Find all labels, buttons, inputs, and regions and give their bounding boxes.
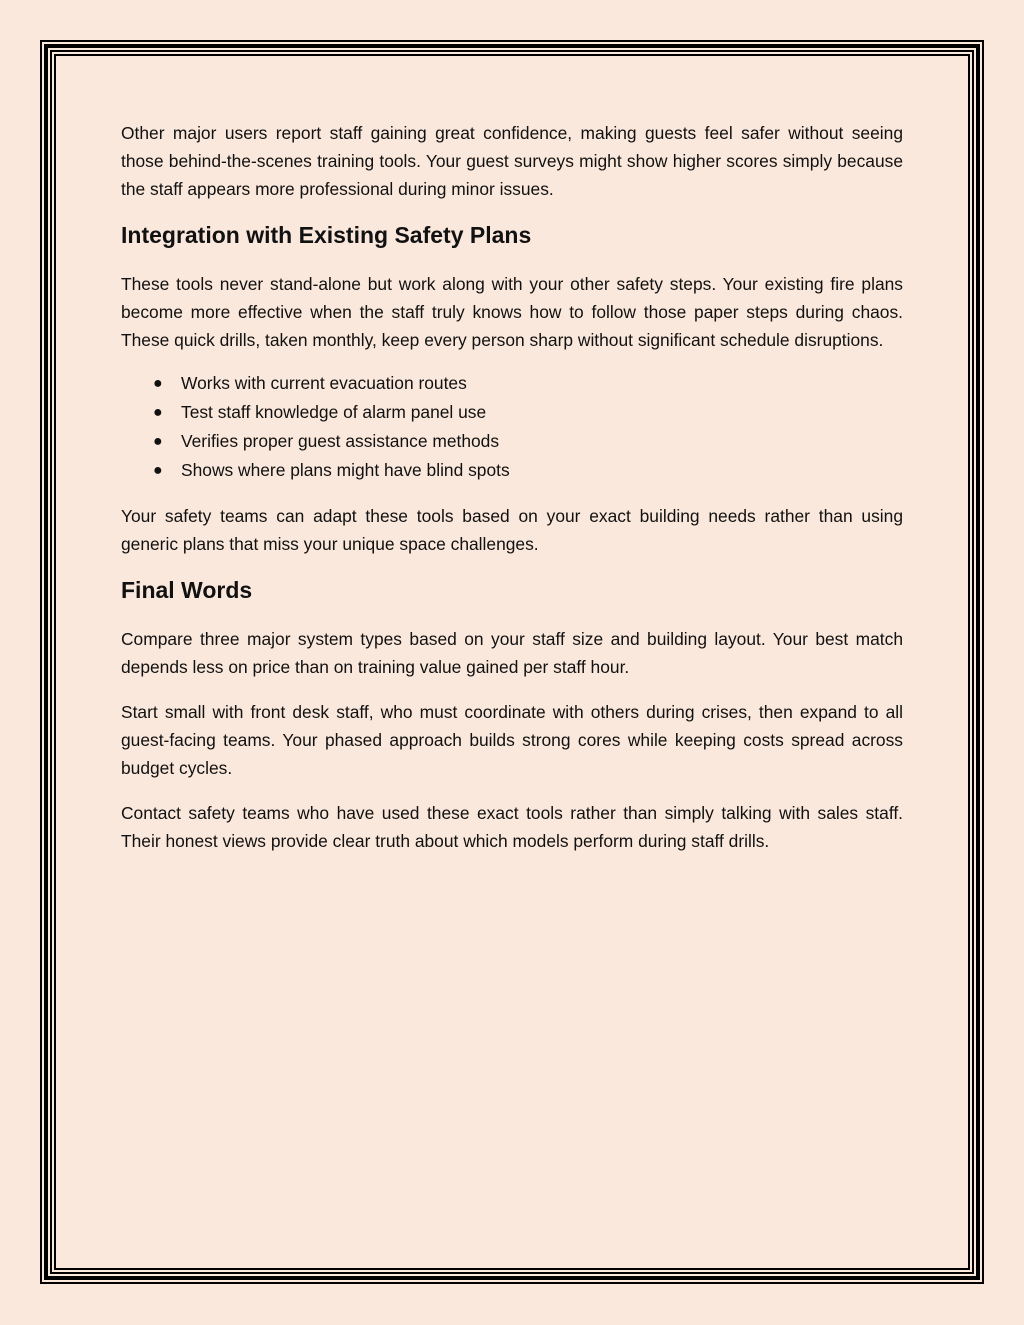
list-item-text: Shows where plans might have blind spots xyxy=(181,460,510,480)
bullet-icon: ● xyxy=(153,433,163,450)
bullet-icon: ● xyxy=(153,404,163,421)
list-item xyxy=(153,398,903,427)
list-item-text: Test staff knowledge of alarm panel use xyxy=(181,402,487,422)
list-item xyxy=(153,369,903,398)
bullet-icon: ● xyxy=(153,375,163,392)
list-item-text: Works with current evacuation routes xyxy=(181,373,467,393)
section-heading-integration: Integration with Existing Safety Plans xyxy=(121,222,532,248)
document-body xyxy=(121,119,903,872)
final-paragraph-1: Compare three major system types based on your staff size and building layout. Your best match depends less on price than on training value gained per staff hour. xyxy=(121,629,903,677)
list-item xyxy=(153,456,903,485)
integration-bullet-list xyxy=(121,369,903,485)
integration-paragraph-1: These tools never stand-alone but work along with your other safety steps. Your existing fire plans become more effective when the staff truly knows how to follow those paper steps during chaos. These quick drills, taken monthly, keep every person sharp without significant schedule disruptions. xyxy=(121,274,903,350)
list-item-text: Verifies proper guest assistance methods xyxy=(181,431,500,451)
list-item xyxy=(153,427,903,456)
bullet-icon: ● xyxy=(153,462,163,479)
final-paragraph-3: Contact safety teams who have used these exact tools rather than simply talking with sales staff. Their honest views provide clear truth about which models perform during staff drills. xyxy=(121,803,903,851)
intro-paragraph: Other major users report staff gaining great confidence, making guests feel safer without seeing those behind-the-scenes training tools. Your guest surveys might show higher scores simply because the staff appears more professional during minor issues. xyxy=(121,123,903,199)
final-paragraph-2: Start small with front desk staff, who must coordinate with others during crises, then expand to all guest-facing teams. Your phased approach builds strong cores while keeping costs spread across budget cycles. xyxy=(121,702,903,778)
integration-paragraph-2: Your safety teams can adapt these tools based on your exact building needs rather than using generic plans that miss your unique space challenges. xyxy=(121,506,903,554)
section-heading-final-words: Final Words xyxy=(121,577,253,603)
